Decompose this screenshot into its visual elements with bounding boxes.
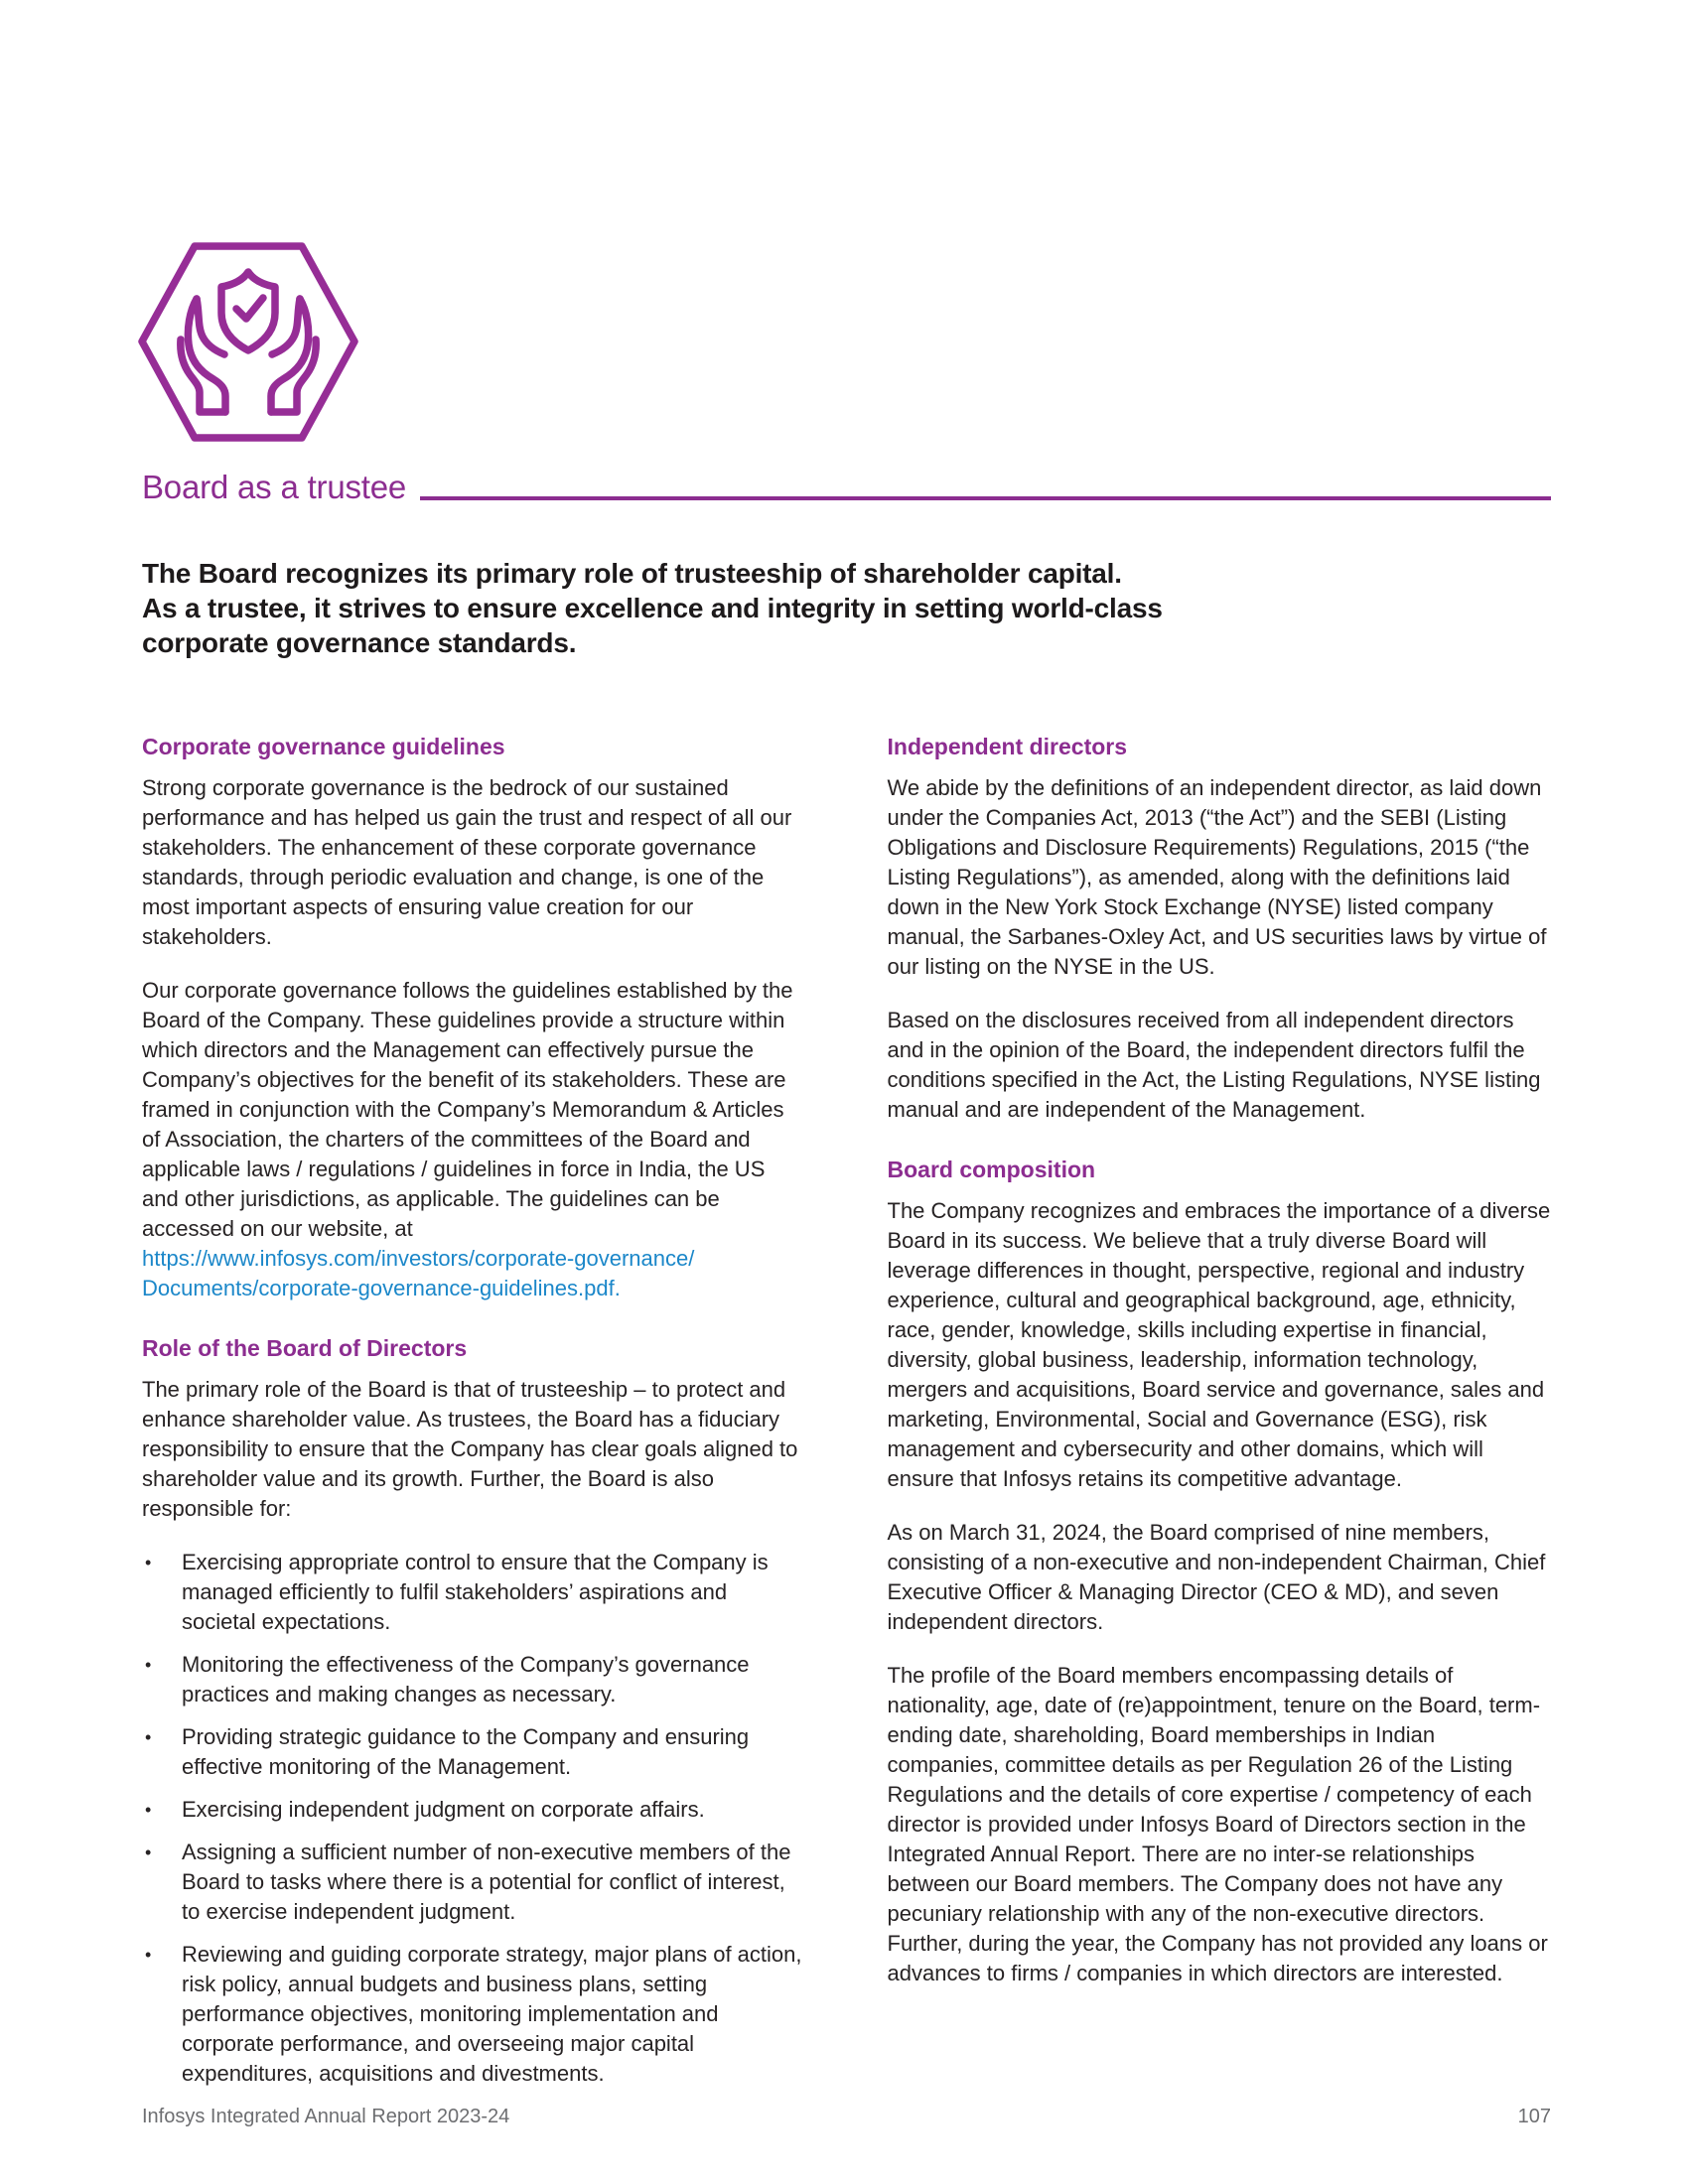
- bullet-item: • Exercising appropriate control to ensure that the Company is managed efficiently to fulfil stakeholders’ aspirations and societal expectations.: [142, 1548, 806, 1637]
- page-title: Board as a trustee: [142, 469, 407, 505]
- hands-holding-shield-check-hexagon-icon: [137, 241, 359, 443]
- bullet-item: • Providing strategic guidance to the Company and ensuring effective monitoring of the Management.: [142, 1722, 806, 1782]
- paragraph: The Company recognizes and embraces the importance of a diverse Board in its success. We believe that a truly diverse Board will leverage differences in thought, perspective, regional and industry experience, cultural and geographical background, age, ethnicity, race, gender, knowledge, skills including expertise in financial, diversity, global business, leadership, information technology, mergers and acquisitions, Board service and governance, sales and marketing, Environmental, Social and Governance (ESG), risk management and cybersecurity and other domains, which will ensure that Infosys retains its competitive advantage.: [887, 1198, 1551, 1491]
- page-footer: [142, 2105, 1551, 2128]
- intro-line: As a trustee, it strives to ensure excellence and integrity in setting world-class: [142, 593, 1163, 623]
- bullet-item: • Monitoring the effectiveness of the Company’s governance practices and making changes as necessary.: [142, 1650, 806, 1709]
- left-column: [142, 732, 806, 2102]
- two-column-body: [142, 732, 1551, 2102]
- intro-statement: [142, 556, 1195, 660]
- paragraph: We abide by the definitions of an independent director, as laid down under the Companies Act, 2013 (“the Act”) and the SEBI (Listing Obligations and Disclosure Requirements) Regulations, 2015 (“the Listing Regulations”), as amended, along with the definitions laid down in the New York Stock Exchange (NYSE) listed company manual, the Sarbanes-Oxley Act, and US securities laws by virtue of our listing on the NYSE in the US.: [887, 775, 1547, 979]
- footer-page-number: 107: [1517, 2106, 1551, 2127]
- paragraph: Strong corporate governance is the bedrock of our sustained performance and has helped us gain the trust and respect of all our stakeholders. The enhancement of these corporate governance standards, through periodic evaluation and change, is one of the most important aspects of ensuring value creation for our stakeholders.: [142, 775, 792, 949]
- bullet-item: • Assigning a sufficient number of non-executive members of the Board to tasks where there is a potential for conflict of interest, to exercise independent judgment.: [142, 1838, 806, 1927]
- right-column: [888, 732, 1552, 2012]
- section-heading: Role of the Board of Directors: [142, 1335, 468, 1361]
- paragraph: Our corporate governance follows the guidelines established by the Board of the Company. These guidelines provide a structure within which directors and the Management can effectively pursue the Company’s objectives for the benefit of its stakeholders. These are framed in conjunction with the Company’s Memorandum & Articles of Association, the charters of the committees of the Board and applicable laws / regulations / guidelines in force in India, the US and other jurisdictions, as applicable. The guidelines can be accessed on our website, at https://www.infosys.com/investors/corporate-governance/ Documents/corporate-governance-guidelines.pdf.: [142, 976, 806, 1303]
- footer-report-name: Infosys Integrated Annual Report 2023-24: [142, 2106, 510, 2127]
- bullet-list: [142, 1548, 806, 2089]
- section-heading: Corporate governance guidelines: [142, 734, 505, 759]
- paragraph: As on March 31, 2024, the Board comprised of nine members, consisting of a non-executive and non-independent Chairman, Chief Executive Officer & Managing Director (CEO & MD), and seven independent directors.: [887, 1520, 1546, 1634]
- paragraph: The primary role of the Board is that of trusteeship – to protect and enhance shareholder value. As trustees, the Board has a fiduciary responsibility to ensure that the Company has clear goals aligned to shareholder value and its growth. Further, the Board is also responsible for:: [142, 1377, 798, 1521]
- title-row: [142, 467, 1551, 508]
- section-heading: Independent directors: [887, 734, 1128, 759]
- link-line: Documents/corporate-governance-guidelines.pdf.: [142, 1276, 621, 1300]
- bullet-item: • Exercising independent judgment on corporate affairs.: [142, 1795, 806, 1825]
- intro-line: The Board recognizes its primary role of trusteeship of shareholder capital.: [142, 558, 1122, 589]
- paragraph: Based on the disclosures received from all independent directors and in the opinion of the Board, the independent directors fulfil the conditions specified in the Act, the Listing Regulations, NYSE listing manual and are independent of the Management.: [887, 1008, 1541, 1122]
- title-underline: [420, 496, 1551, 500]
- link-line: https://www.infosys.com/investors/corporate-governance/: [142, 1246, 695, 1271]
- paragraph: The profile of the Board members encompassing details of nationality, age, date of (re)appointment, tenure on the Board, term-ending date, shareholding, Board memberships in Indian companies, committee details as per Regulation 26 of the Listing Regulations and the details of core expertise / competency of each director is provided under Infosys Board of Directors section in the Integrated Annual Report. There are no inter-se relationships between our Board members. The Company does not have any pecuniary relationship with any of the non-executive directors. Further, during the year, the Company has not provided any loans or advances to firms / companies in which directors are interested.: [887, 1663, 1548, 1985]
- guidelines-link[interactable]: [142, 1244, 806, 1303]
- intro-line: corporate governance standards.: [142, 627, 577, 658]
- section-heading: Board composition: [887, 1157, 1096, 1182]
- bullet-item: • Reviewing and guiding corporate strategy, major plans of action, risk policy, annual budgets and business plans, setting performance objectives, monitoring implementation and corporate performance, and overseeing major capital expenditures, acquisitions and divestments.: [142, 1940, 806, 2089]
